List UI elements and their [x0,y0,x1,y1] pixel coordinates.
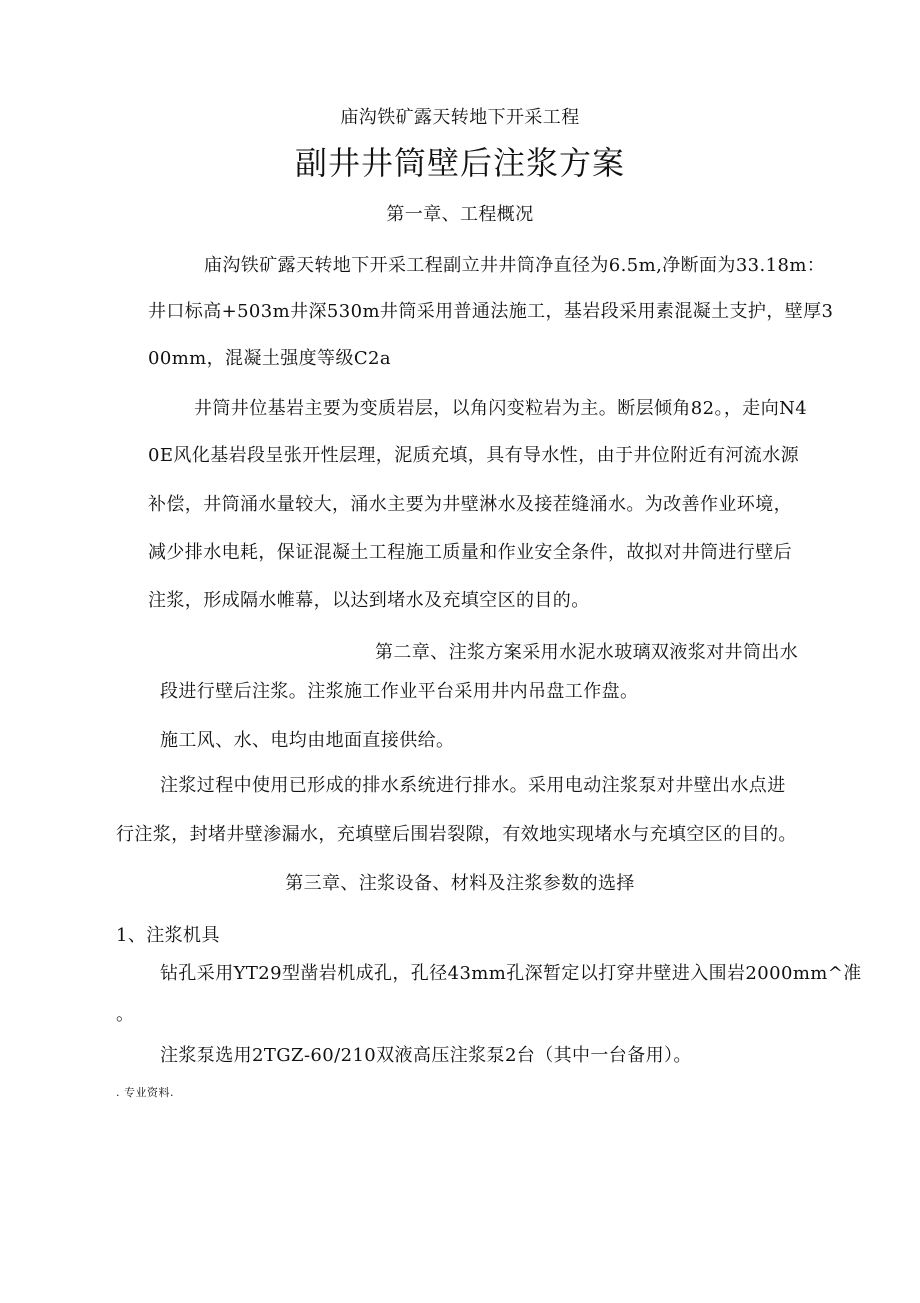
chapter-2-line: 段进行壁后注浆。注浆施工作业平台采用井内吊盘工作盘。 [160,681,639,702]
chapter-1-heading: 第一章、工程概况 [386,204,534,225]
page-title: 副井井筒壁后注浆方案 [294,144,625,182]
section-1-heading: 1、注浆机具 [116,925,220,946]
paragraph-2-line: 补偿，井筒涌水量较大，涌水主要为井壁淋水及接茬缝涌水。为改善作业环境， [148,494,792,515]
chapter-2-line: 行注浆，封堵井壁渗漏水，充填壁后围岩裂隙，有效地实现堵水与充填空区的目的。 [116,824,797,845]
chapter-3-line: 钻孔采用YT29型凿岩机成孔，孔径43mm孔深暂定以打穿井壁进入围岩2000mm^准 [160,963,862,984]
chapter-3-line: 注浆泵选用2TGZ-60/210双液高压注浆泵2台（其中一台备用）。 [160,1045,692,1066]
chapter-3-heading: 第三章、注浆设备、材料及注浆参数的选择 [285,873,635,894]
chapter-2-line: 施工风、水、电均由地面直接供给。 [160,730,455,751]
paragraph-2-line: 井筒井位基岩主要为变质岩层，以角闪变粒岩为主。断层倾角82。，走向N4 [194,398,808,419]
chapter-2-line: 第二章、注浆方案采用水泥水玻璃双液浆对井筒出水 [375,642,799,663]
subtitle: 庙沟铁矿露天转地下开采工程 [340,107,580,128]
paragraph-1-line: 井口标高+503m井深530m井筒采用普通法施工，基岩段采用素混凝土支护，壁厚3 [148,301,834,322]
paragraph-2-line: 减少排水电耗，保证混凝土工程施工质量和作业安全条件，故拟对井筒进行壁后 [148,542,792,563]
chapter-2-line: 注浆过程中使用已形成的排水系统进行排水。采用电动注浆泵对井壁出水点进 [160,775,786,796]
paragraph-1-line: 庙沟铁矿露天转地下开采工程副立井井筒净直径为6.5m,净断面为33.18m： [204,255,826,276]
paragraph-2-line: 0E风化基岩段呈张开性层理，泥质充填，具有导水性，由于井位附近有河流水源 [148,445,799,466]
paragraph-1-line: 00mm，混凝土强度等级C2a [148,348,391,369]
footer-note: . 专业资料. [116,1086,174,1099]
chapter-3-line: 。 [116,1004,135,1025]
paragraph-2-line: 注浆，形成隔水帷幕，以达到堵水及充填空区的目的。 [148,590,590,611]
